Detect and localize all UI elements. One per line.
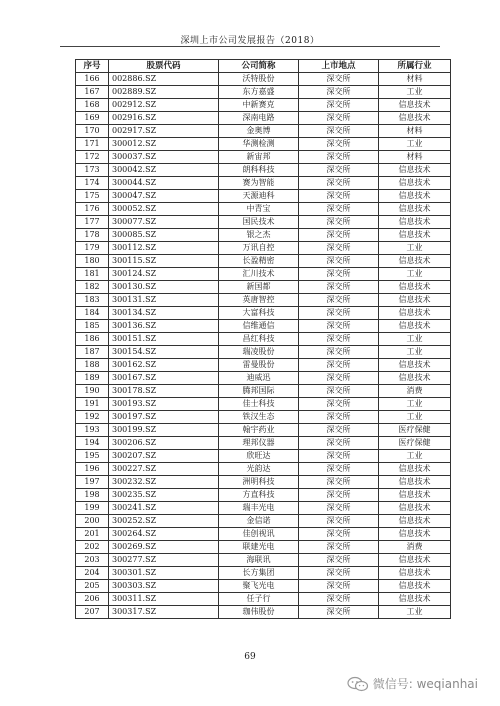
cell-serial: 205 [76,580,109,593]
table-row [76,567,451,580]
cell-listing-location: 深交所 [299,203,379,216]
cell-serial: 167 [76,86,109,99]
cell-stock-code: 002917.SZ [109,125,219,138]
cell-serial: 185 [76,320,109,333]
cell-serial: 188 [76,359,109,372]
cell-serial: 206 [76,593,109,606]
table-row [76,450,451,463]
cell-serial: 183 [76,294,109,307]
table-row [76,515,451,528]
cell-serial: 191 [76,398,109,411]
cell-serial: 176 [76,203,109,216]
cell-industry: 工业 [379,450,451,463]
cell-stock-code: 300303.SZ [109,580,219,593]
cell-serial: 194 [76,437,109,450]
cell-serial: 170 [76,125,109,138]
cell-industry: 信息技术 [379,593,451,606]
cell-company-name: 联建光电 [219,541,299,554]
cell-listing-location: 深交所 [299,528,379,541]
cell-stock-code: 002916.SZ [109,112,219,125]
cell-stock-code: 300012.SZ [109,138,219,151]
cell-serial: 200 [76,515,109,528]
cell-listing-location: 深交所 [299,424,379,437]
cell-listing-location: 深交所 [299,229,379,242]
cell-listing-location: 深交所 [299,164,379,177]
cell-company-name: 汇川技术 [219,268,299,281]
table-row [76,99,451,112]
cell-listing-location: 深交所 [299,216,379,229]
cell-industry: 信息技术 [379,554,451,567]
cell-listing-location: 深交所 [299,398,379,411]
cell-serial: 202 [76,541,109,554]
cell-company-name: 佳士科技 [219,398,299,411]
table-row [76,437,451,450]
cell-industry: 信息技术 [379,567,451,580]
cell-serial: 180 [76,255,109,268]
cell-company-name: 任子行 [219,593,299,606]
cell-stock-code: 300235.SZ [109,489,219,502]
cell-industry: 工业 [379,411,451,424]
cell-company-name: 大富科技 [219,307,299,320]
table-row [76,606,451,619]
cell-listing-location: 深交所 [299,489,379,502]
cell-listing-location: 深交所 [299,99,379,112]
cell-stock-code: 300301.SZ [109,567,219,580]
company-listing-table [75,59,451,619]
page-number: 69 [244,652,256,662]
cell-company-name: 聚飞光电 [219,580,299,593]
watermark-text: 微信号: weqianhai [372,677,478,691]
table-row [76,229,451,242]
table-row [76,346,451,359]
cell-industry: 信息技术 [379,320,451,333]
cell-company-name: 雷曼股份 [219,359,299,372]
cell-stock-code: 300167.SZ [109,372,219,385]
cell-company-name: 佳创视讯 [219,528,299,541]
table-row [76,151,451,164]
cell-company-name: 海联讯 [219,554,299,567]
cell-serial: 197 [76,476,109,489]
cell-listing-location: 深交所 [299,372,379,385]
cell-serial: 196 [76,463,109,476]
cell-company-name: 迪威迅 [219,372,299,385]
table-row [76,73,451,86]
cell-company-name: 长盈精密 [219,255,299,268]
cell-stock-code: 300269.SZ [109,541,219,554]
cell-listing-location: 深交所 [299,476,379,489]
table-row [76,463,451,476]
table-row [76,281,451,294]
cell-stock-code: 300197.SZ [109,411,219,424]
table-row [76,541,451,554]
cell-stock-code: 300052.SZ [109,203,219,216]
cell-listing-location: 深交所 [299,151,379,164]
cell-company-name: 国民技术 [219,216,299,229]
cell-serial: 201 [76,528,109,541]
cell-company-name: 长方集团 [219,567,299,580]
cell-company-name: 洲明科技 [219,476,299,489]
cell-stock-code: 300037.SZ [109,151,219,164]
cell-stock-code: 300077.SZ [109,216,219,229]
cell-stock-code: 300206.SZ [109,437,219,450]
cell-serial: 169 [76,112,109,125]
cell-listing-location: 深交所 [299,554,379,567]
cell-company-name: 朗科科技 [219,164,299,177]
cell-serial: 198 [76,489,109,502]
cell-stock-code: 300277.SZ [109,554,219,567]
cell-industry: 信息技术 [379,255,451,268]
table-row [76,320,451,333]
cell-serial: 192 [76,411,109,424]
cell-company-name: 万讯自控 [219,242,299,255]
report-title: 深圳上市公司发展报告（2018） [180,36,320,46]
cell-industry: 信息技术 [379,216,451,229]
cell-serial: 166 [76,73,109,86]
cell-serial: 171 [76,138,109,151]
cell-company-name: 欣旺达 [219,450,299,463]
cell-stock-code: 300241.SZ [109,502,219,515]
cell-company-name: 昌红科技 [219,333,299,346]
cell-industry: 工业 [379,268,451,281]
cell-listing-location: 深交所 [299,541,379,554]
cell-listing-location: 深交所 [299,177,379,190]
cell-company-name: 瑞凌股份 [219,346,299,359]
wechat-icon [347,676,369,692]
table-row [76,476,451,489]
cell-listing-location: 深交所 [299,567,379,580]
table-row [76,398,451,411]
table-row [76,164,451,177]
cell-stock-code: 300178.SZ [109,385,219,398]
cell-serial: 193 [76,424,109,437]
cell-company-name: 中青宝 [219,203,299,216]
cell-serial: 174 [76,177,109,190]
cell-listing-location: 深交所 [299,307,379,320]
cell-industry: 信息技术 [379,372,451,385]
table-header-row [76,60,451,73]
cell-stock-code: 300085.SZ [109,229,219,242]
cell-listing-location: 深交所 [299,333,379,346]
cell-industry: 工业 [379,138,451,151]
cell-serial: 203 [76,554,109,567]
cell-listing-location: 深交所 [299,437,379,450]
cell-stock-code: 300232.SZ [109,476,219,489]
cell-serial: 181 [76,268,109,281]
cell-company-name: 铁汉生态 [219,411,299,424]
cell-industry: 信息技术 [379,489,451,502]
cell-stock-code: 300154.SZ [109,346,219,359]
cell-listing-location: 深交所 [299,463,379,476]
cell-listing-location: 深交所 [299,190,379,203]
table-row [76,359,451,372]
column-header-listing-location: 上市地点 [299,60,379,73]
table-row [76,177,451,190]
cell-serial: 186 [76,333,109,346]
cell-serial: 182 [76,281,109,294]
cell-stock-code: 300199.SZ [109,424,219,437]
cell-industry: 信息技术 [379,476,451,489]
cell-serial: 187 [76,346,109,359]
cell-serial: 179 [76,242,109,255]
cell-listing-location: 深交所 [299,255,379,268]
cell-company-name: 瑞丰光电 [219,502,299,515]
cell-listing-location: 深交所 [299,593,379,606]
cell-stock-code: 002912.SZ [109,99,219,112]
table-row [76,580,451,593]
cell-industry: 信息技术 [379,502,451,515]
cell-company-name: 英唐智控 [219,294,299,307]
cell-stock-code: 300317.SZ [109,606,219,619]
cell-industry: 信息技术 [379,528,451,541]
cell-stock-code: 300193.SZ [109,398,219,411]
cell-industry: 医疗保健 [379,424,451,437]
table-row [76,307,451,320]
cell-listing-location: 深交所 [299,320,379,333]
column-header-industry: 所属行业 [379,60,451,73]
cell-serial: 177 [76,216,109,229]
cell-listing-location: 深交所 [299,515,379,528]
table-row [76,190,451,203]
page-header [0,0,500,46]
cell-industry: 信息技术 [379,203,451,216]
cell-industry: 材料 [379,151,451,164]
cell-industry: 工业 [379,346,451,359]
cell-company-name: 信维通信 [219,320,299,333]
cell-industry: 信息技术 [379,307,451,320]
cell-industry: 信息技术 [379,229,451,242]
cell-serial: 195 [76,450,109,463]
cell-listing-location: 深交所 [299,580,379,593]
cell-industry: 信息技术 [379,112,451,125]
cell-company-name: 珈伟股份 [219,606,299,619]
column-header-company-name: 公司简称 [219,60,299,73]
cell-company-name: 赛为智能 [219,177,299,190]
table-row [76,255,451,268]
cell-stock-code: 300047.SZ [109,190,219,203]
cell-listing-location: 深交所 [299,606,379,619]
table-row [76,294,451,307]
cell-industry: 信息技术 [379,580,451,593]
table-body [76,73,451,619]
cell-listing-location: 深交所 [299,294,379,307]
table-row [76,333,451,346]
cell-stock-code: 300207.SZ [109,450,219,463]
header-divider [60,46,440,47]
cell-listing-location: 深交所 [299,112,379,125]
cell-company-name: 光韵达 [219,463,299,476]
cell-industry: 医疗保健 [379,437,451,450]
cell-company-name: 中新赛克 [219,99,299,112]
cell-listing-location: 深交所 [299,125,379,138]
cell-stock-code: 300130.SZ [109,281,219,294]
cell-stock-code: 300227.SZ [109,463,219,476]
cell-company-name: 沃特股份 [219,73,299,86]
cell-industry: 信息技术 [379,515,451,528]
cell-industry: 工业 [379,606,451,619]
cell-serial: 199 [76,502,109,515]
cell-industry: 信息技术 [379,177,451,190]
cell-industry: 信息技术 [379,281,451,294]
cell-industry: 信息技术 [379,164,451,177]
table-row [76,268,451,281]
cell-listing-location: 深交所 [299,138,379,151]
cell-company-name: 银之杰 [219,229,299,242]
cell-industry: 材料 [379,125,451,138]
table-row [76,593,451,606]
cell-industry: 信息技术 [379,190,451,203]
table-row [76,528,451,541]
cell-serial: 204 [76,567,109,580]
table-row [76,203,451,216]
cell-stock-code: 300124.SZ [109,268,219,281]
cell-listing-location: 深交所 [299,411,379,424]
cell-company-name: 翰宇药业 [219,424,299,437]
table-row [76,242,451,255]
cell-serial: 184 [76,307,109,320]
cell-serial: 175 [76,190,109,203]
cell-listing-location: 深交所 [299,385,379,398]
cell-company-name: 理邦仪器 [219,437,299,450]
cell-serial: 173 [76,164,109,177]
cell-listing-location: 深交所 [299,86,379,99]
table-row [76,112,451,125]
cell-listing-location: 深交所 [299,268,379,281]
cell-stock-code: 300112.SZ [109,242,219,255]
cell-company-name: 天源迪科 [219,190,299,203]
cell-industry: 材料 [379,73,451,86]
table-row [76,424,451,437]
cell-stock-code: 300264.SZ [109,528,219,541]
cell-listing-location: 深交所 [299,281,379,294]
cell-company-name: 方直科技 [219,489,299,502]
cell-listing-location: 深交所 [299,242,379,255]
column-header-stock-code: 股票代码 [109,60,219,73]
cell-industry: 工业 [379,86,451,99]
cell-industry: 消费 [379,385,451,398]
cell-serial: 190 [76,385,109,398]
cell-industry: 信息技术 [379,99,451,112]
cell-company-name: 新宙邦 [219,151,299,164]
table-row [76,372,451,385]
cell-serial: 189 [76,372,109,385]
table-row [76,502,451,515]
cell-company-name: 腾邦国际 [219,385,299,398]
table-row [76,554,451,567]
cell-industry: 信息技术 [379,463,451,476]
cell-stock-code: 300162.SZ [109,359,219,372]
cell-serial: 178 [76,229,109,242]
cell-serial: 207 [76,606,109,619]
cell-company-name: 金信诺 [219,515,299,528]
cell-company-name: 深南电路 [219,112,299,125]
cell-stock-code: 300042.SZ [109,164,219,177]
cell-stock-code: 300136.SZ [109,320,219,333]
cell-industry: 工业 [379,398,451,411]
table-row [76,138,451,151]
cell-industry: 工业 [379,242,451,255]
watermark [347,675,478,692]
table-row [76,86,451,99]
cell-listing-location: 深交所 [299,359,379,372]
cell-stock-code: 002886.SZ [109,73,219,86]
cell-listing-location: 深交所 [299,346,379,359]
cell-industry: 信息技术 [379,294,451,307]
cell-industry: 消费 [379,541,451,554]
column-header-serial: 序号 [76,60,109,73]
cell-industry: 工业 [379,333,451,346]
cell-stock-code: 002889.SZ [109,86,219,99]
cell-stock-code: 300151.SZ [109,333,219,346]
cell-serial: 172 [76,151,109,164]
table-row [76,411,451,424]
cell-listing-location: 深交所 [299,502,379,515]
cell-company-name: 东方嘉盛 [219,86,299,99]
cell-listing-location: 深交所 [299,450,379,463]
cell-listing-location: 深交所 [299,73,379,86]
cell-serial: 168 [76,99,109,112]
cell-stock-code: 300311.SZ [109,593,219,606]
cell-stock-code: 300044.SZ [109,177,219,190]
cell-industry: 信息技术 [379,359,451,372]
cell-company-name: 新国都 [219,281,299,294]
table-row [76,489,451,502]
table-row [76,216,451,229]
table-row [76,385,451,398]
table-row [76,125,451,138]
cell-stock-code: 300131.SZ [109,294,219,307]
cell-stock-code: 300252.SZ [109,515,219,528]
cell-stock-code: 300115.SZ [109,255,219,268]
cell-company-name: 金奥博 [219,125,299,138]
cell-stock-code: 300134.SZ [109,307,219,320]
cell-company-name: 华测检测 [219,138,299,151]
